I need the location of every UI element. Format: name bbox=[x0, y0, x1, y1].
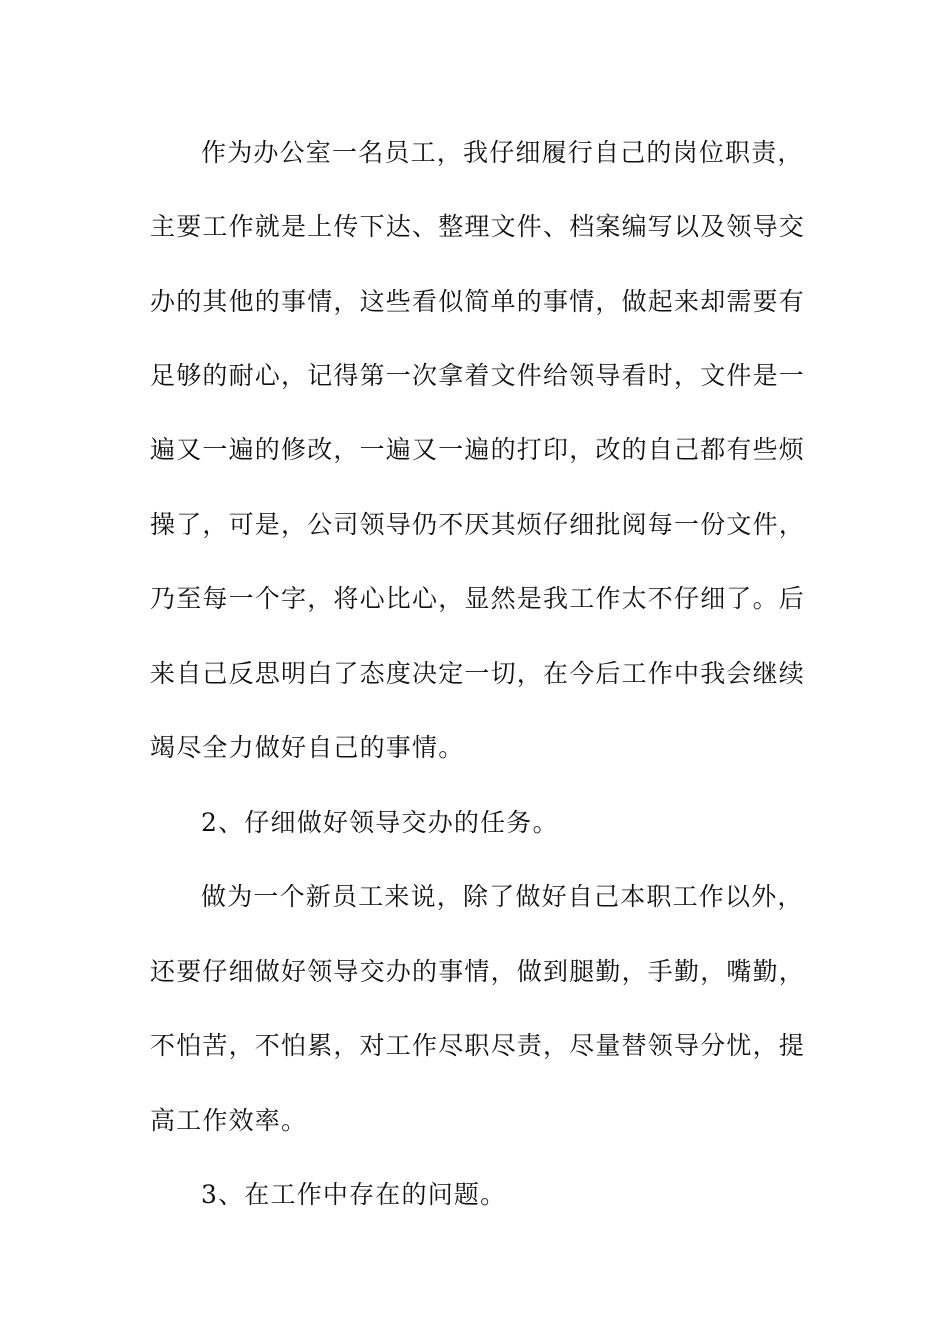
paragraph-line: 高工作效率。 bbox=[150, 1106, 308, 1135]
paragraph-line: 作为办公室一名员工，我仔细履行自己的岗位职责， bbox=[201, 138, 804, 167]
paragraph-line: 主要工作就是上传下达、整理文件、档案编写以及领导交 bbox=[150, 212, 806, 241]
section-heading: 2、仔细做好领导交办的任务。 bbox=[201, 808, 559, 837]
paragraph-line: 操了，可是，公司领导仍不厌其烦仔细批阅每一份文件， bbox=[150, 510, 806, 539]
paragraph-line: 遍又一遍的修改，一遍又一遍的打印，改的自己都有些烦 bbox=[150, 435, 806, 464]
section-heading: 3、在工作中存在的问题。 bbox=[201, 1180, 507, 1209]
paragraph-line: 做为一个新员工来说，除了做好自己本职工作以外， bbox=[201, 882, 804, 911]
paragraph-line: 还要仔细做好领导交办的事情，做到腿勤，手勤，嘴勤， bbox=[150, 957, 806, 986]
paragraph-line: 不怕苦，不怕累，对工作尽职尽责，尽量替领导分忧，提 bbox=[150, 1031, 806, 1060]
paragraph-line: 竭尽全力做好自己的事情。 bbox=[150, 733, 465, 762]
paragraph-line: 办的其他的事情，这些看似简单的事情，做起来却需要有 bbox=[150, 287, 806, 316]
paragraph-line: 乃至每一个字，将心比心，显然是我工作太不仔细了。后 bbox=[150, 584, 806, 613]
paragraph-line: 来自己反思明白了态度决定一切，在今后工作中我会继续 bbox=[150, 659, 806, 688]
paragraph-line: 足够的耐心，记得第一次拿着文件给领导看时，文件是一 bbox=[150, 361, 806, 390]
